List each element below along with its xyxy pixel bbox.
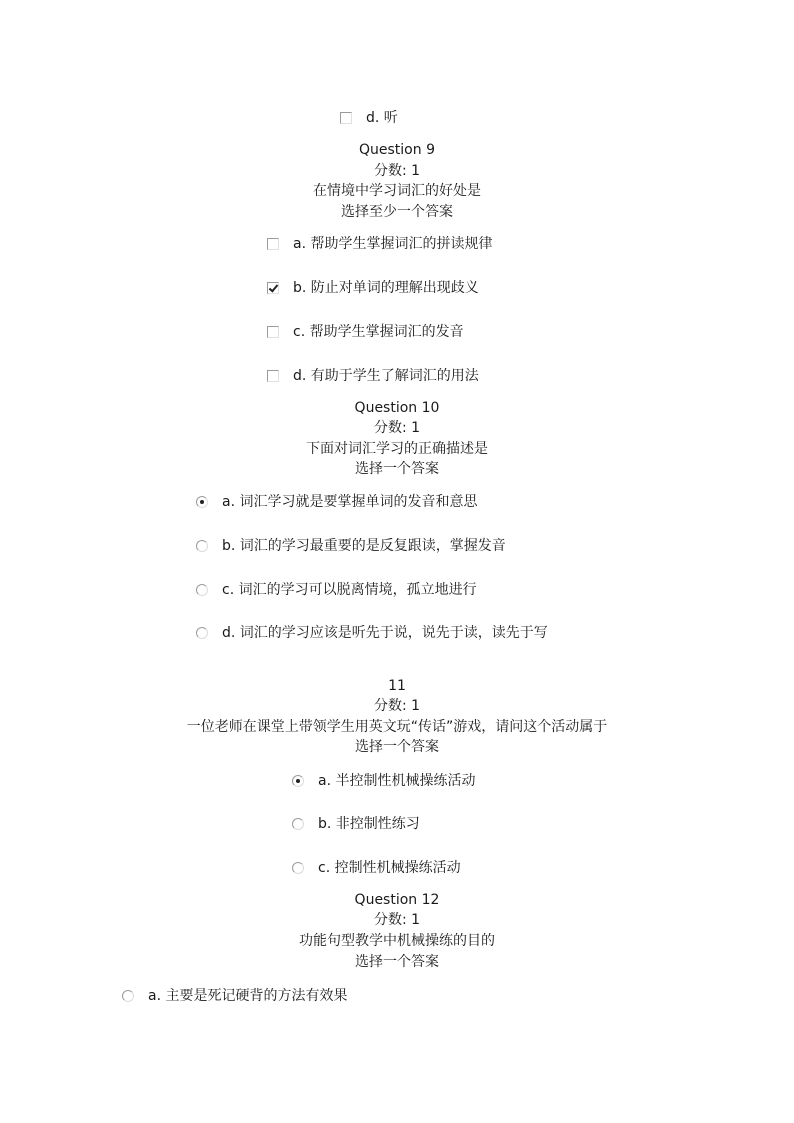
answer-option-c[interactable] [292, 858, 461, 878]
checkbox[interactable] [267, 326, 279, 338]
question-score: 分数: 1 [373, 912, 421, 928]
answer-option-b[interactable] [196, 536, 506, 556]
question-title: 11 [388, 678, 406, 694]
answer-option-c[interactable] [267, 322, 464, 342]
answer-option-c[interactable] [196, 580, 477, 600]
answer-option-a[interactable] [267, 234, 492, 254]
option-label: d. 有助于学生了解词汇的用法 [293, 368, 479, 384]
question-score: 分数: 1 [373, 420, 421, 436]
answer-option-a[interactable] [196, 492, 477, 512]
question-prompt: 下面对词汇学习的正确描述是 [306, 441, 488, 457]
answer-option-d[interactable] [267, 366, 479, 386]
radio-selected[interactable] [196, 496, 208, 508]
option-label: b. 非控制性练习 [318, 816, 420, 832]
option-label: a. 半控制性机械操练活动 [318, 773, 476, 789]
radio[interactable] [196, 584, 208, 596]
question-prompt: 在情境中学习词汇的好处是 [313, 183, 481, 199]
question-score: 分数: 1 [373, 163, 421, 179]
question-title: Question 10 [354, 400, 440, 416]
checkbox-checked[interactable] [267, 282, 279, 294]
answer-instruction: 选择一个答案 [355, 461, 439, 477]
checkbox[interactable] [267, 238, 279, 250]
answer-option-b[interactable] [292, 814, 420, 834]
option-label: c. 词汇的学习可以脱离情境，孤立地进行 [222, 582, 477, 598]
answer-instruction: 选择一个答案 [355, 739, 439, 755]
radio[interactable] [292, 818, 304, 830]
checkbox[interactable] [340, 112, 352, 124]
option-label: a. 词汇学习就是要掌握单词的发音和意思 [222, 494, 478, 510]
option-label: b. 防止对单词的理解出现歧义 [293, 280, 479, 296]
option-label: d. 听 [366, 110, 398, 126]
answer-option-a[interactable] [122, 986, 347, 1006]
answer-option-d[interactable] [196, 623, 548, 643]
answer-instruction: 选择一个答案 [355, 954, 439, 970]
checkbox[interactable] [267, 370, 279, 382]
answer-option-b[interactable] [267, 278, 479, 298]
question-prompt: 一位老师在课堂上带领学生用英文玩“传话”游戏，请问这个活动属于 [186, 719, 608, 735]
question-title: Question 12 [354, 892, 440, 908]
answer-option-a[interactable] [292, 771, 475, 791]
option-label: a. 帮助学生掌握词汇的拼读规律 [293, 236, 493, 252]
option-label: d. 词汇的学习应该是听先于说，说先于读，读先于写 [222, 625, 548, 641]
option-label: a. 主要是死记硬背的方法有效果 [148, 988, 348, 1004]
radio-selected[interactable] [292, 775, 304, 787]
option-label: c. 帮助学生掌握词汇的发音 [293, 324, 464, 340]
question-title: Question 9 [359, 142, 435, 158]
option-label: c. 控制性机械操练活动 [318, 860, 461, 876]
answer-instruction: 选择至少一个答案 [341, 204, 453, 220]
radio[interactable] [292, 862, 304, 874]
answer-option-d[interactable] [340, 108, 398, 128]
radio[interactable] [122, 990, 134, 1002]
question-score: 分数: 1 [373, 698, 421, 714]
option-label: b. 词汇的学习最重要的是反复跟读，掌握发音 [222, 538, 506, 554]
question-prompt: 功能句型教学中机械操练的目的 [299, 933, 495, 949]
radio[interactable] [196, 540, 208, 552]
radio[interactable] [196, 627, 208, 639]
